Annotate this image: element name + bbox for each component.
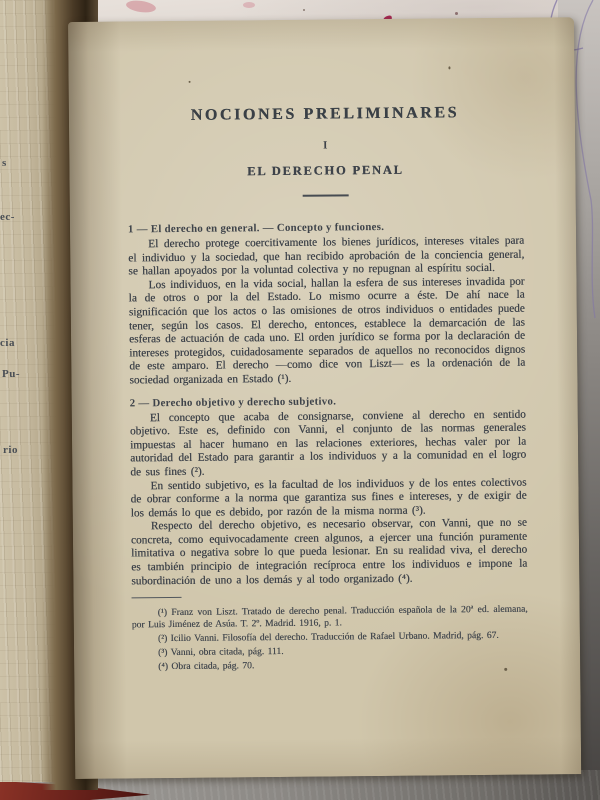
footnotes xyxy=(132,604,529,674)
footnote: (¹) Franz von Liszt. Tratado de derecho penal. Traducción española de la 20ª ed. alemana, por Luis Jiménez de Asúa. T. 2º. Madrid. 1916, p. 1. xyxy=(131,603,528,631)
chapter-heading: EL DERECHO PENAL xyxy=(247,162,404,179)
body-paragraph: Respecto del derecho objetivo, es necesario observar, con Vanni, que no se concreta, como equivocadamente creen algunos, a ejercer una función puramente limitativa o negativa sobre lo que pueda lesionar. En su realidad viva, el derecho es también principio de integración recíproca entre los individuos e impone la subordinación de uno a los demás y al todo organizado (⁴). xyxy=(130,516,528,588)
chapter-number: I xyxy=(322,139,328,152)
title-divider xyxy=(303,194,349,196)
body-paragraph: Los individuos, en la vida social, hallan la esfera de sus intereses invadida por la de otros o por la del Estado. Lo mismo ocurre a éste. De ahí nace la significación que los actos o las omisiones de otros individuos o entidades puede tener, según los casos. El derecho, entonces, establece la demarcación de las esferas de actuación de cada uno. El orden jurídico se forma por la declaración de intereses protegidos, cuidadosamente separados de aquellos no reconocidos dignos de este amparo. El derecho —como dice von Liszt— es la ordenación de la sociedad organizada en Estado (¹). xyxy=(128,275,526,387)
footnote: (⁴) Obra citada, pág. 70. xyxy=(158,660,255,673)
left-page-text-fragment: ec- xyxy=(0,211,15,223)
section-heading-1: 1 — El derecho en general. — Concepto y funciones. xyxy=(127,220,385,236)
book-page xyxy=(68,17,581,779)
faded-red-stain xyxy=(243,2,255,8)
pink-smudge-stain xyxy=(125,0,156,14)
left-page-text-fragment: Pu- xyxy=(2,368,20,380)
body-paragraph: El derecho protege coercitivamente los bienes jurídicos, intereses vitales para el individuo y la sociedad, que han recibido aprobación de la conciencia general, se hallan apoyados por la voluntad colectiva y no repugnan al espíritu social. xyxy=(128,234,525,278)
body-paragraph: En sentido subjetivo, es la facultad de los individuos y de los entes colectivos de obrar conforme a la norma que garantiza sus fines e intereses, y de exigir de los demás lo que es debido, por razón de la misma norma (³). xyxy=(130,476,527,520)
body-paragraph: El concepto que acaba de consignarse, conviene al derecho en sentido objetivo. Este es, definido con Vanni, el conjunto de las normas generales impuestas al hacer humano en las relaciones exteriores, hechas valer por la autoridad del Estado para garantir a los individuos y a la comunidad en el logro de sus fines (²). xyxy=(129,408,527,479)
section-heading-2: 2 — Derecho objetivo y derecho subjetivo. xyxy=(129,394,337,409)
left-page-text-fragment: rio xyxy=(3,444,18,456)
left-page-text-fragment: s xyxy=(2,157,7,169)
footnote: (³) Vanni, obra citada, pág. 111. xyxy=(158,646,284,659)
dark-speck xyxy=(303,9,305,11)
page-title: NOCIONES PRELIMINARES xyxy=(190,104,460,124)
footnote-divider xyxy=(132,597,182,598)
dark-speck xyxy=(455,12,458,15)
left-page-text-fragment: cia xyxy=(0,337,15,349)
page-content xyxy=(126,18,528,676)
footnote: (²) Icilio Vanni. Filosofía del derecho. Traducción de Rafael Urbano. Madrid, pág. 67. xyxy=(157,630,499,645)
